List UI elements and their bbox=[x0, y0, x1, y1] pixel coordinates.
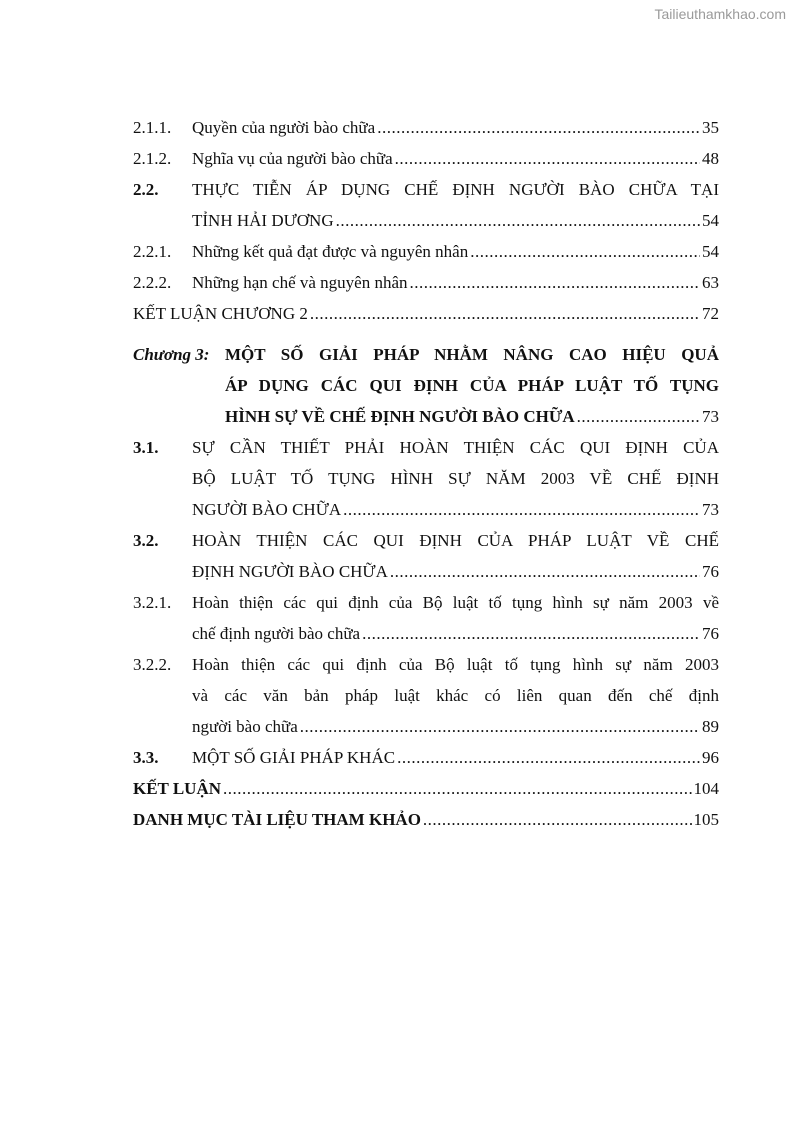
toc-title: KẾT LUẬN bbox=[133, 779, 222, 798]
toc-number: 3.2.1. bbox=[133, 593, 172, 612]
toc-entry-2-2-2[interactable] bbox=[133, 267, 719, 298]
toc-chapter-label: Chương 3: bbox=[133, 345, 210, 364]
toc-page: 72 bbox=[702, 304, 719, 323]
toc-leader bbox=[395, 143, 700, 174]
toc-page: 35 bbox=[702, 118, 719, 137]
toc-title: MỘT SỐ GIẢI PHÁP KHÁC bbox=[192, 748, 396, 767]
toc-title-line: THỰC TIỄN ÁP DỤNG CHẾ ĐỊNH NGƯỜI BÀO CHỮA TẠI bbox=[192, 180, 719, 199]
toc-title: DANH MỤC TÀI LIỆU THAM KHẢO bbox=[133, 810, 421, 829]
toc-entry-2-2-1[interactable] bbox=[133, 236, 719, 267]
toc-page: 105 bbox=[693, 810, 719, 829]
toc-number: 2.2.2. bbox=[133, 273, 172, 292]
toc-page: 48 bbox=[702, 149, 719, 168]
toc-title: Quyền của người bào chữa bbox=[192, 118, 376, 137]
toc-entry-3-2-1[interactable] bbox=[133, 587, 719, 618]
toc-leader bbox=[390, 556, 700, 587]
toc-leader bbox=[377, 112, 700, 143]
toc-title: KẾT LUẬN CHƯƠNG 2 bbox=[133, 304, 308, 323]
toc-page: 73 bbox=[702, 407, 719, 426]
toc-number: 2.2. bbox=[133, 180, 159, 199]
toc-title: NGƯỜI BÀO CHỮA bbox=[192, 500, 342, 519]
toc-leader bbox=[423, 804, 692, 835]
toc-leader bbox=[470, 236, 700, 267]
toc-title: Những hạn chế và nguyên nhân bbox=[192, 273, 408, 292]
toc-title-line: BỘ LUẬT TỐ TỤNG HÌNH SỰ NĂM 2003 VỀ CHẾ ĐỊNH bbox=[192, 469, 719, 488]
toc-number: 2.1.1. bbox=[133, 118, 172, 137]
toc-entry-ket-luan[interactable] bbox=[133, 773, 719, 804]
toc-leader bbox=[223, 773, 691, 804]
toc-page: 54 bbox=[702, 211, 719, 230]
toc-title-line: và các văn bản pháp luật khác có liên quan đến chế định bbox=[192, 686, 719, 705]
toc-title: Những kết quả đạt được và nguyên nhân bbox=[192, 242, 469, 261]
toc-title-line: ÁP DỤNG CÁC QUI ĐỊNH CỦA PHÁP LUẬT TỐ TỤNG bbox=[225, 376, 719, 395]
toc-title: HÌNH SỰ VỀ CHẾ ĐỊNH NGƯỜI BÀO CHỮA bbox=[225, 407, 575, 426]
toc-page: 89 bbox=[702, 717, 719, 736]
toc-title-line: Hoàn thiện các qui định của Bộ luật tố tụng hình sự năm 2003 bbox=[192, 655, 719, 674]
watermark: Tailieuthamkhao.com bbox=[654, 6, 786, 22]
toc-page: 76 bbox=[702, 562, 719, 581]
toc-leader bbox=[310, 298, 700, 329]
toc-entry-3-1[interactable] bbox=[133, 432, 719, 463]
toc-entry-3-2[interactable] bbox=[133, 525, 719, 556]
toc-number: 2.2.1. bbox=[133, 242, 172, 261]
toc-leader bbox=[362, 618, 700, 649]
toc-title-line: MỘT SỐ GIẢI PHÁP NHẰM NÂNG CAO HIỆU QUẢ bbox=[225, 345, 719, 364]
toc-leader bbox=[336, 205, 700, 236]
toc-entry-3-2-2[interactable] bbox=[133, 649, 719, 680]
toc-entry-chuong-3[interactable] bbox=[133, 339, 719, 370]
toc-title: người bào chữa bbox=[192, 717, 298, 736]
toc-title-line: Hoàn thiện các qui định của Bộ luật tố tụng hình sự năm 2003 về bbox=[192, 593, 719, 612]
toc-entry-2-1-2[interactable] bbox=[133, 143, 719, 174]
toc-page: 96 bbox=[702, 748, 719, 767]
toc-title-line: HOÀN THIỆN CÁC QUI ĐỊNH CỦA PHÁP LUẬT VỀ CHẾ bbox=[192, 531, 719, 550]
toc-leader bbox=[300, 711, 700, 742]
toc-title: ĐỊNH NGƯỜI BÀO CHỮA bbox=[192, 562, 388, 581]
toc-number: 2.1.2. bbox=[133, 149, 172, 168]
toc-title: TỈNH HẢI DƯƠNG bbox=[192, 211, 334, 230]
toc-entry-2-1-1[interactable] bbox=[133, 112, 719, 143]
toc-page: 73 bbox=[702, 500, 719, 519]
toc-page: 76 bbox=[702, 624, 719, 643]
toc-entry-3-3[interactable] bbox=[133, 742, 719, 773]
toc-entry-2-2[interactable] bbox=[133, 174, 719, 205]
toc-leader bbox=[343, 494, 700, 525]
toc-number: 3.1. bbox=[133, 438, 159, 457]
toc-page: 54 bbox=[702, 242, 719, 261]
toc-leader bbox=[410, 267, 700, 298]
toc-title: Nghĩa vụ của người bào chữa bbox=[192, 149, 393, 168]
toc-leader bbox=[577, 401, 700, 432]
toc-title: chế định người bào chữa bbox=[192, 624, 361, 643]
toc-page: 63 bbox=[702, 273, 719, 292]
toc-page: 104 bbox=[693, 779, 719, 798]
toc-number: 3.2. bbox=[133, 531, 159, 550]
toc-number: 3.2.2. bbox=[133, 655, 172, 674]
toc-entry-ket-luan-chuong-2[interactable] bbox=[133, 298, 719, 329]
toc-number: 3.3. bbox=[133, 748, 159, 767]
table-of-contents bbox=[133, 112, 719, 835]
toc-title-line: SỰ CẦN THIẾT PHẢI HOÀN THIỆN CÁC QUI ĐỊNH CỦA bbox=[192, 438, 719, 457]
toc-leader bbox=[397, 742, 700, 773]
toc-entry-danh-muc[interactable] bbox=[133, 804, 719, 835]
